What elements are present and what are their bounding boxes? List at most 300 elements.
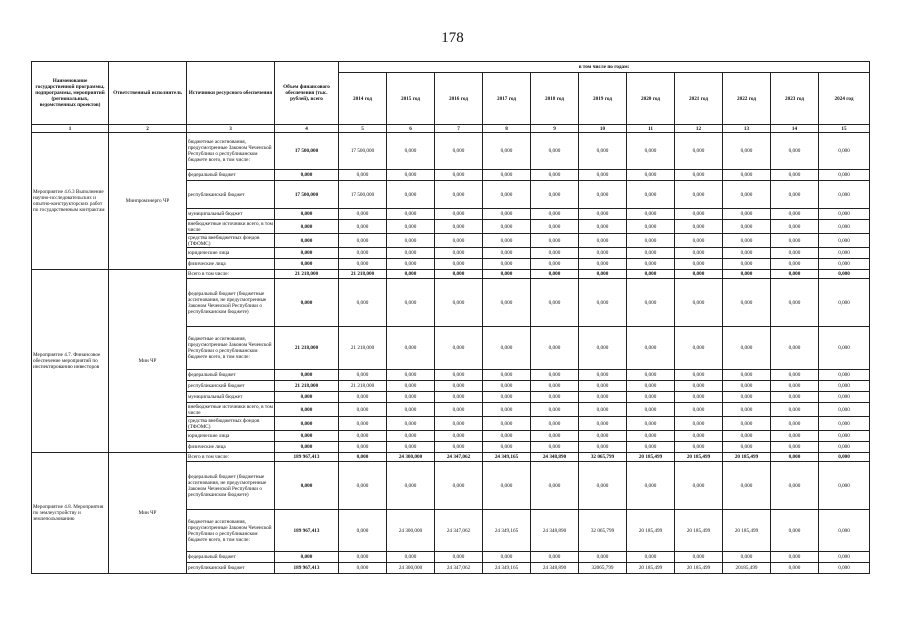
executor: Минпромэнерго ЧР [109,133,187,270]
year-value: 0,000 [387,462,435,510]
year-value: 0,000 [723,442,771,453]
year-value: 0,000 [819,327,870,370]
year-value: 0,000 [723,552,771,563]
year-value: 0,000 [579,462,627,510]
year-value: 20 185,499 [675,510,723,552]
year-value: 0,000 [627,327,675,370]
year-value: 0,000 [387,133,435,170]
year-value: 0,000 [339,510,387,552]
year-value: 0,000 [819,270,870,279]
year-value: 0,000 [387,248,435,259]
year-value: 0,000 [771,234,819,248]
year-value: 0,000 [771,270,819,279]
year-value: 0,000 [579,170,627,181]
year-value: 0,000 [339,220,387,234]
year-value: 0,000 [579,370,627,381]
year-value: 0,000 [723,170,771,181]
total-value: 0,000 [275,552,339,563]
total-value: 0,000 [275,392,339,403]
year-value: 0,000 [579,259,627,270]
total-value: 17 500,000 [275,181,339,209]
year-value: 0,000 [627,181,675,209]
year-value: 0,000 [483,248,531,259]
year-value: 0,000 [339,234,387,248]
header-year: 2016 год [435,73,483,125]
year-value: 0,000 [531,170,579,181]
year-value: 0,000 [579,431,627,442]
year-value: 0,000 [819,417,870,431]
table-row [32,453,870,462]
year-value: 0,000 [579,403,627,417]
year-value: 0,000 [627,248,675,259]
year-value: 20 185,499 [627,510,675,552]
year-value: 0,000 [579,270,627,279]
column-number: 9 [531,125,579,133]
total-value: 0,000 [275,248,339,259]
year-value: 0,000 [387,442,435,453]
header-year: 2018 год [531,73,579,125]
year-value: 0,000 [819,563,870,574]
year-value: 0,000 [675,133,723,170]
funding-source: Всего в том числе: [187,453,275,462]
column-number: 6 [387,125,435,133]
year-value: 0,000 [435,417,483,431]
year-value: 0,000 [819,259,870,270]
funding-source: федеральный бюджет (бюджетные ассигнования, не предусмотренные Законом Чеченской Республики о республиканском бюджете) [187,279,275,327]
year-value: 0,000 [435,462,483,510]
year-value: 0,000 [627,209,675,220]
year-value: 0,000 [531,234,579,248]
year-value: 0,000 [483,220,531,234]
executor: Мин ЧР [109,453,187,574]
year-value: 0,000 [819,220,870,234]
year-value: 0,000 [627,170,675,181]
year-value: 0,000 [483,442,531,453]
year-value: 0,000 [339,370,387,381]
year-value: 0,000 [723,133,771,170]
page-number: 178 [441,30,464,46]
year-value: 0,000 [483,462,531,510]
year-value: 0,000 [771,431,819,442]
activity-name: Мероприятие 4.7. Финансовое обеспечение мероприятий по инспектированию инвесторов [32,270,109,453]
funding-source: физические лица [187,442,275,453]
header-by-years: в том числе по годам: [339,62,870,73]
year-value: 0,000 [675,279,723,327]
total-value: 0,000 [275,431,339,442]
year-value: 0,000 [339,248,387,259]
year-value: 0,000 [339,392,387,403]
year-value: 0,000 [723,181,771,209]
funding-source: юридические лица [187,248,275,259]
total-value: 0,000 [275,279,339,327]
column-number: 4 [275,125,339,133]
total-value: 0,000 [275,209,339,220]
header-source: Источники ресурсного обеспечения [187,62,275,125]
year-value: 0,000 [675,170,723,181]
year-value: 0,000 [819,462,870,510]
year-value: 0,000 [387,431,435,442]
funding-source: федеральный бюджет [187,170,275,181]
year-value: 0,000 [819,209,870,220]
header-year: 2023 год [771,73,819,125]
funding-source: муниципальный бюджет [187,209,275,220]
year-value: 0,000 [339,259,387,270]
total-value: 0,000 [275,403,339,417]
total-value: 21 218,000 [275,381,339,392]
year-value: 0,000 [771,248,819,259]
year-value: 0,000 [723,392,771,403]
year-value: 0,000 [675,234,723,248]
total-value: 0,000 [275,370,339,381]
year-value: 0,000 [579,234,627,248]
funding-source: муниципальный бюджет [187,392,275,403]
year-value: 0,000 [387,327,435,370]
funding-source: республиканский бюджет [187,563,275,574]
year-value: 17 500,000 [339,133,387,170]
year-value: 21 218,000 [339,327,387,370]
year-value: 0,000 [435,327,483,370]
year-value: 0,000 [531,431,579,442]
year-value: 0,000 [579,381,627,392]
column-number: 3 [187,125,275,133]
year-value: 0,000 [483,552,531,563]
year-value: 0,000 [339,431,387,442]
year-value: 0,000 [627,381,675,392]
funding-source: федеральный бюджет (бюджетные ассигнования, не предусмотренные Законом Чеченской Республики о республиканском бюджете) [187,462,275,510]
year-value: 0,000 [627,270,675,279]
year-value: 0,000 [819,453,870,462]
year-value: 0,000 [339,209,387,220]
year-value: 0,000 [771,220,819,234]
year-value: 0,000 [723,431,771,442]
year-value: 0,000 [627,403,675,417]
year-value: 0,000 [723,248,771,259]
funding-source: внебюджетные источники всего, в том числе [188,403,273,416]
year-value: 0,000 [483,270,531,279]
header-year: 2024 год [819,73,870,125]
year-value: 0,000 [531,181,579,209]
year-value: 0,000 [435,392,483,403]
funding-source: федеральный бюджет [187,370,275,381]
year-value: 0,000 [579,220,627,234]
funding-source: республиканский бюджет [187,181,275,209]
year-value: 0,000 [435,442,483,453]
header-year: 2015 год [387,73,435,125]
year-value: 0,000 [675,259,723,270]
year-value: 0,000 [483,234,531,248]
year-value: 0,000 [723,209,771,220]
total-value: 0,000 [275,417,339,431]
year-value: 0,000 [531,259,579,270]
year-value: 0,000 [483,259,531,270]
year-value: 0,000 [771,279,819,327]
column-number: 7 [435,125,483,133]
year-value: 0,000 [771,209,819,220]
year-value: 20 185,499 [627,563,675,574]
year-value: 0,000 [531,327,579,370]
year-value: 0,000 [627,259,675,270]
year-value: 0,000 [819,370,870,381]
year-value: 0,000 [723,220,771,234]
funding-source: бюджетные ассигнования, предусмотренные Законом Чеченской Республики о республиканском бюджете всего, в том числе: [187,327,275,370]
year-value: 24 349,165 [483,510,531,552]
year-value: 0,000 [387,220,435,234]
year-value: 0,000 [771,381,819,392]
year-value: 0,000 [771,327,819,370]
year-value: 0,000 [771,259,819,270]
year-value: 0,000 [819,510,870,552]
year-value: 0,000 [579,133,627,170]
year-value: 0,000 [675,442,723,453]
year-value: 0,000 [435,220,483,234]
year-value: 0,000 [579,552,627,563]
column-number: 5 [339,125,387,133]
year-value: 17 500,000 [339,181,387,209]
year-value: 0,000 [771,181,819,209]
year-value: 0,000 [435,209,483,220]
year-value: 0,000 [387,417,435,431]
year-value: 0,000 [483,170,531,181]
year-value: 0,000 [579,417,627,431]
funding-source: республиканский бюджет [187,381,275,392]
total-value: 21 218,000 [275,270,339,279]
year-value: 0,000 [627,279,675,327]
year-value: 0,000 [819,248,870,259]
year-value: 0,000 [675,392,723,403]
year-value: 0,000 [819,170,870,181]
year-value: 0,000 [387,259,435,270]
table-row [32,133,870,170]
funding-source: физические лица [187,259,275,270]
year-value: 24 349,165 [483,563,531,574]
funding-source: средства внебюджетных фондов (ТФОМС) [187,417,275,431]
total-value: 189 967,413 [275,563,339,574]
year-value: 0,000 [819,392,870,403]
year-value: 0,000 [579,327,627,370]
year-value: 0,000 [531,392,579,403]
year-value: 0,000 [723,417,771,431]
year-value: 0,000 [435,170,483,181]
year-value: 0,000 [483,327,531,370]
year-value: 0,000 [339,170,387,181]
year-value: 0,000 [531,209,579,220]
year-value: 24 348,890 [531,563,579,574]
year-value: 24 348,890 [531,510,579,552]
year-value: 0,000 [483,181,531,209]
total-value: 21 218,000 [275,327,339,370]
year-value: 0,000 [339,462,387,510]
header-year: 2019 год [579,73,627,125]
year-value: 0,000 [483,403,531,417]
year-value: 0,000 [579,248,627,259]
year-value: 0,000 [627,431,675,442]
year-value: 0,000 [627,417,675,431]
year-value: 0,000 [483,279,531,327]
year-value: 21 218,000 [339,381,387,392]
column-number: 1 [32,125,109,133]
year-value: 0,000 [675,270,723,279]
header-year: 2017 год [483,73,531,125]
year-value: 0,000 [387,234,435,248]
year-value: 0,000 [387,279,435,327]
year-value: 0,000 [387,403,435,417]
year-value: 0,000 [723,234,771,248]
year-value: 0,000 [339,279,387,327]
funding-source: бюджетные ассигнования, предусмотренные Законом Чеченской Республики о республиканском бюджете всего, в том числе: [187,133,275,170]
year-value: 0,000 [435,279,483,327]
year-value: 0,000 [627,392,675,403]
year-value: 0,000 [531,248,579,259]
year-value: 0,000 [675,248,723,259]
year-value: 20 185,499 [723,453,771,462]
year-value: 0,000 [675,209,723,220]
year-value: 0,000 [675,462,723,510]
year-value: 0,000 [435,234,483,248]
year-value: 0,000 [723,279,771,327]
activity-name: Мероприятие 4.8. Мероприятия по землеустройству и землепользованию [32,453,109,574]
year-value: 24 347,062 [435,563,483,574]
column-number: 12 [675,125,723,133]
year-value: 0,000 [339,417,387,431]
total-value: 17 500,000 [275,133,339,170]
year-value: 0,000 [483,209,531,220]
year-value: 0,000 [723,370,771,381]
funding-source: Всего в том числе: [187,270,275,279]
year-value: 0,000 [531,552,579,563]
total-value: 189 967,413 [275,510,339,552]
year-value: 0,000 [675,552,723,563]
year-value: 0,000 [627,234,675,248]
year-value: 0,000 [579,209,627,220]
year-value: 0,000 [675,431,723,442]
year-value: 0,000 [387,170,435,181]
total-value: 0,000 [275,462,339,510]
column-number: 15 [819,125,870,133]
year-value: 20 185,499 [675,563,723,574]
year-value: 0,000 [435,270,483,279]
year-value: 0,000 [387,370,435,381]
year-value: 0,000 [483,133,531,170]
total-value: 0,000 [275,259,339,270]
header-year: 2014 год [339,73,387,125]
total-value: 0,000 [275,220,339,234]
year-value: 24 300,000 [387,563,435,574]
year-value: 0,000 [771,563,819,574]
year-value: 0,000 [579,181,627,209]
year-value: 0,000 [387,270,435,279]
year-value: 0,000 [723,259,771,270]
year-value: 20 185,499 [627,453,675,462]
year-value: 32065,799 [579,563,627,574]
year-value: 0,000 [483,370,531,381]
year-value: 0,000 [675,403,723,417]
year-value: 0,000 [771,453,819,462]
year-value: 0,000 [819,403,870,417]
year-value: 0,000 [819,181,870,209]
header-year: 2020 год [627,73,675,125]
year-value: 0,000 [531,442,579,453]
year-value: 0,000 [483,381,531,392]
year-value: 0,000 [435,133,483,170]
year-value: 0,000 [627,462,675,510]
year-value: 0,000 [627,370,675,381]
year-value: 0,000 [579,442,627,453]
year-value: 0,000 [531,279,579,327]
funding-source: средства внебюджетных фондов (ТФОМС) [187,234,275,248]
year-value: 0,000 [579,279,627,327]
year-value: 0,000 [339,552,387,563]
year-value: 0,000 [531,381,579,392]
year-value: 0,000 [723,462,771,510]
year-value: 20 185,499 [723,510,771,552]
year-value: 0,000 [819,552,870,563]
year-value: 0,000 [387,392,435,403]
year-value: 0,000 [483,392,531,403]
year-value: 0,000 [579,392,627,403]
year-value: 0,000 [771,170,819,181]
year-value: 0,000 [387,209,435,220]
year-value: 0,000 [531,220,579,234]
year-value: 0,000 [483,431,531,442]
year-value: 0,000 [339,403,387,417]
year-value: 0,000 [531,417,579,431]
year-value: 32 065,799 [579,453,627,462]
year-value: 0,000 [435,431,483,442]
year-value: 24 347,062 [435,510,483,552]
year-value: 0,000 [339,442,387,453]
year-value: 0,000 [627,220,675,234]
year-value: 24 300,000 [387,453,435,462]
year-value: 0,000 [723,381,771,392]
header-executor: Ответственный исполнитель [109,62,187,125]
column-number: 13 [723,125,771,133]
year-value: 0,000 [819,234,870,248]
year-value: 24 347,062 [435,453,483,462]
year-value: 0,000 [771,417,819,431]
year-value: 0,000 [771,510,819,552]
year-value: 0,000 [819,442,870,453]
year-value: 0,000 [819,381,870,392]
column-number: 8 [483,125,531,133]
year-value: 20 185,499 [675,453,723,462]
year-value: 0,000 [627,442,675,453]
year-value: 0,000 [435,381,483,392]
year-value: 0,000 [435,403,483,417]
column-number: 14 [771,125,819,133]
year-value: 0,000 [531,133,579,170]
column-number: 10 [579,125,627,133]
year-value: 0,000 [675,381,723,392]
year-value: 0,000 [339,453,387,462]
year-value: 0,000 [435,248,483,259]
year-value: 0,000 [723,270,771,279]
year-value: 0,000 [819,133,870,170]
header-volume: Объем финансового обеспечения (тыс. рублей), всего [275,62,339,125]
year-value: 0,000 [771,392,819,403]
funding-source: юридические лица [187,431,275,442]
year-value: 0,000 [339,563,387,574]
funding-source: бюджетные ассигнования, предусмотренные Законом Чеченской Республики о республиканском бюджете всего, в том числе: [187,510,275,552]
total-value: 0,000 [275,442,339,453]
year-value: 20185,499 [723,563,771,574]
activity-name: Мероприятие 4.6.3 Выполнение научно-исследовательских и опытно-конструкторских работ по государственным контрактам [32,133,109,270]
year-value: 0,000 [675,370,723,381]
executor: Мин ЧР [109,270,187,453]
year-value: 0,000 [675,417,723,431]
year-value: 0,000 [675,327,723,370]
year-value: 0,000 [771,442,819,453]
year-value: 0,000 [387,381,435,392]
